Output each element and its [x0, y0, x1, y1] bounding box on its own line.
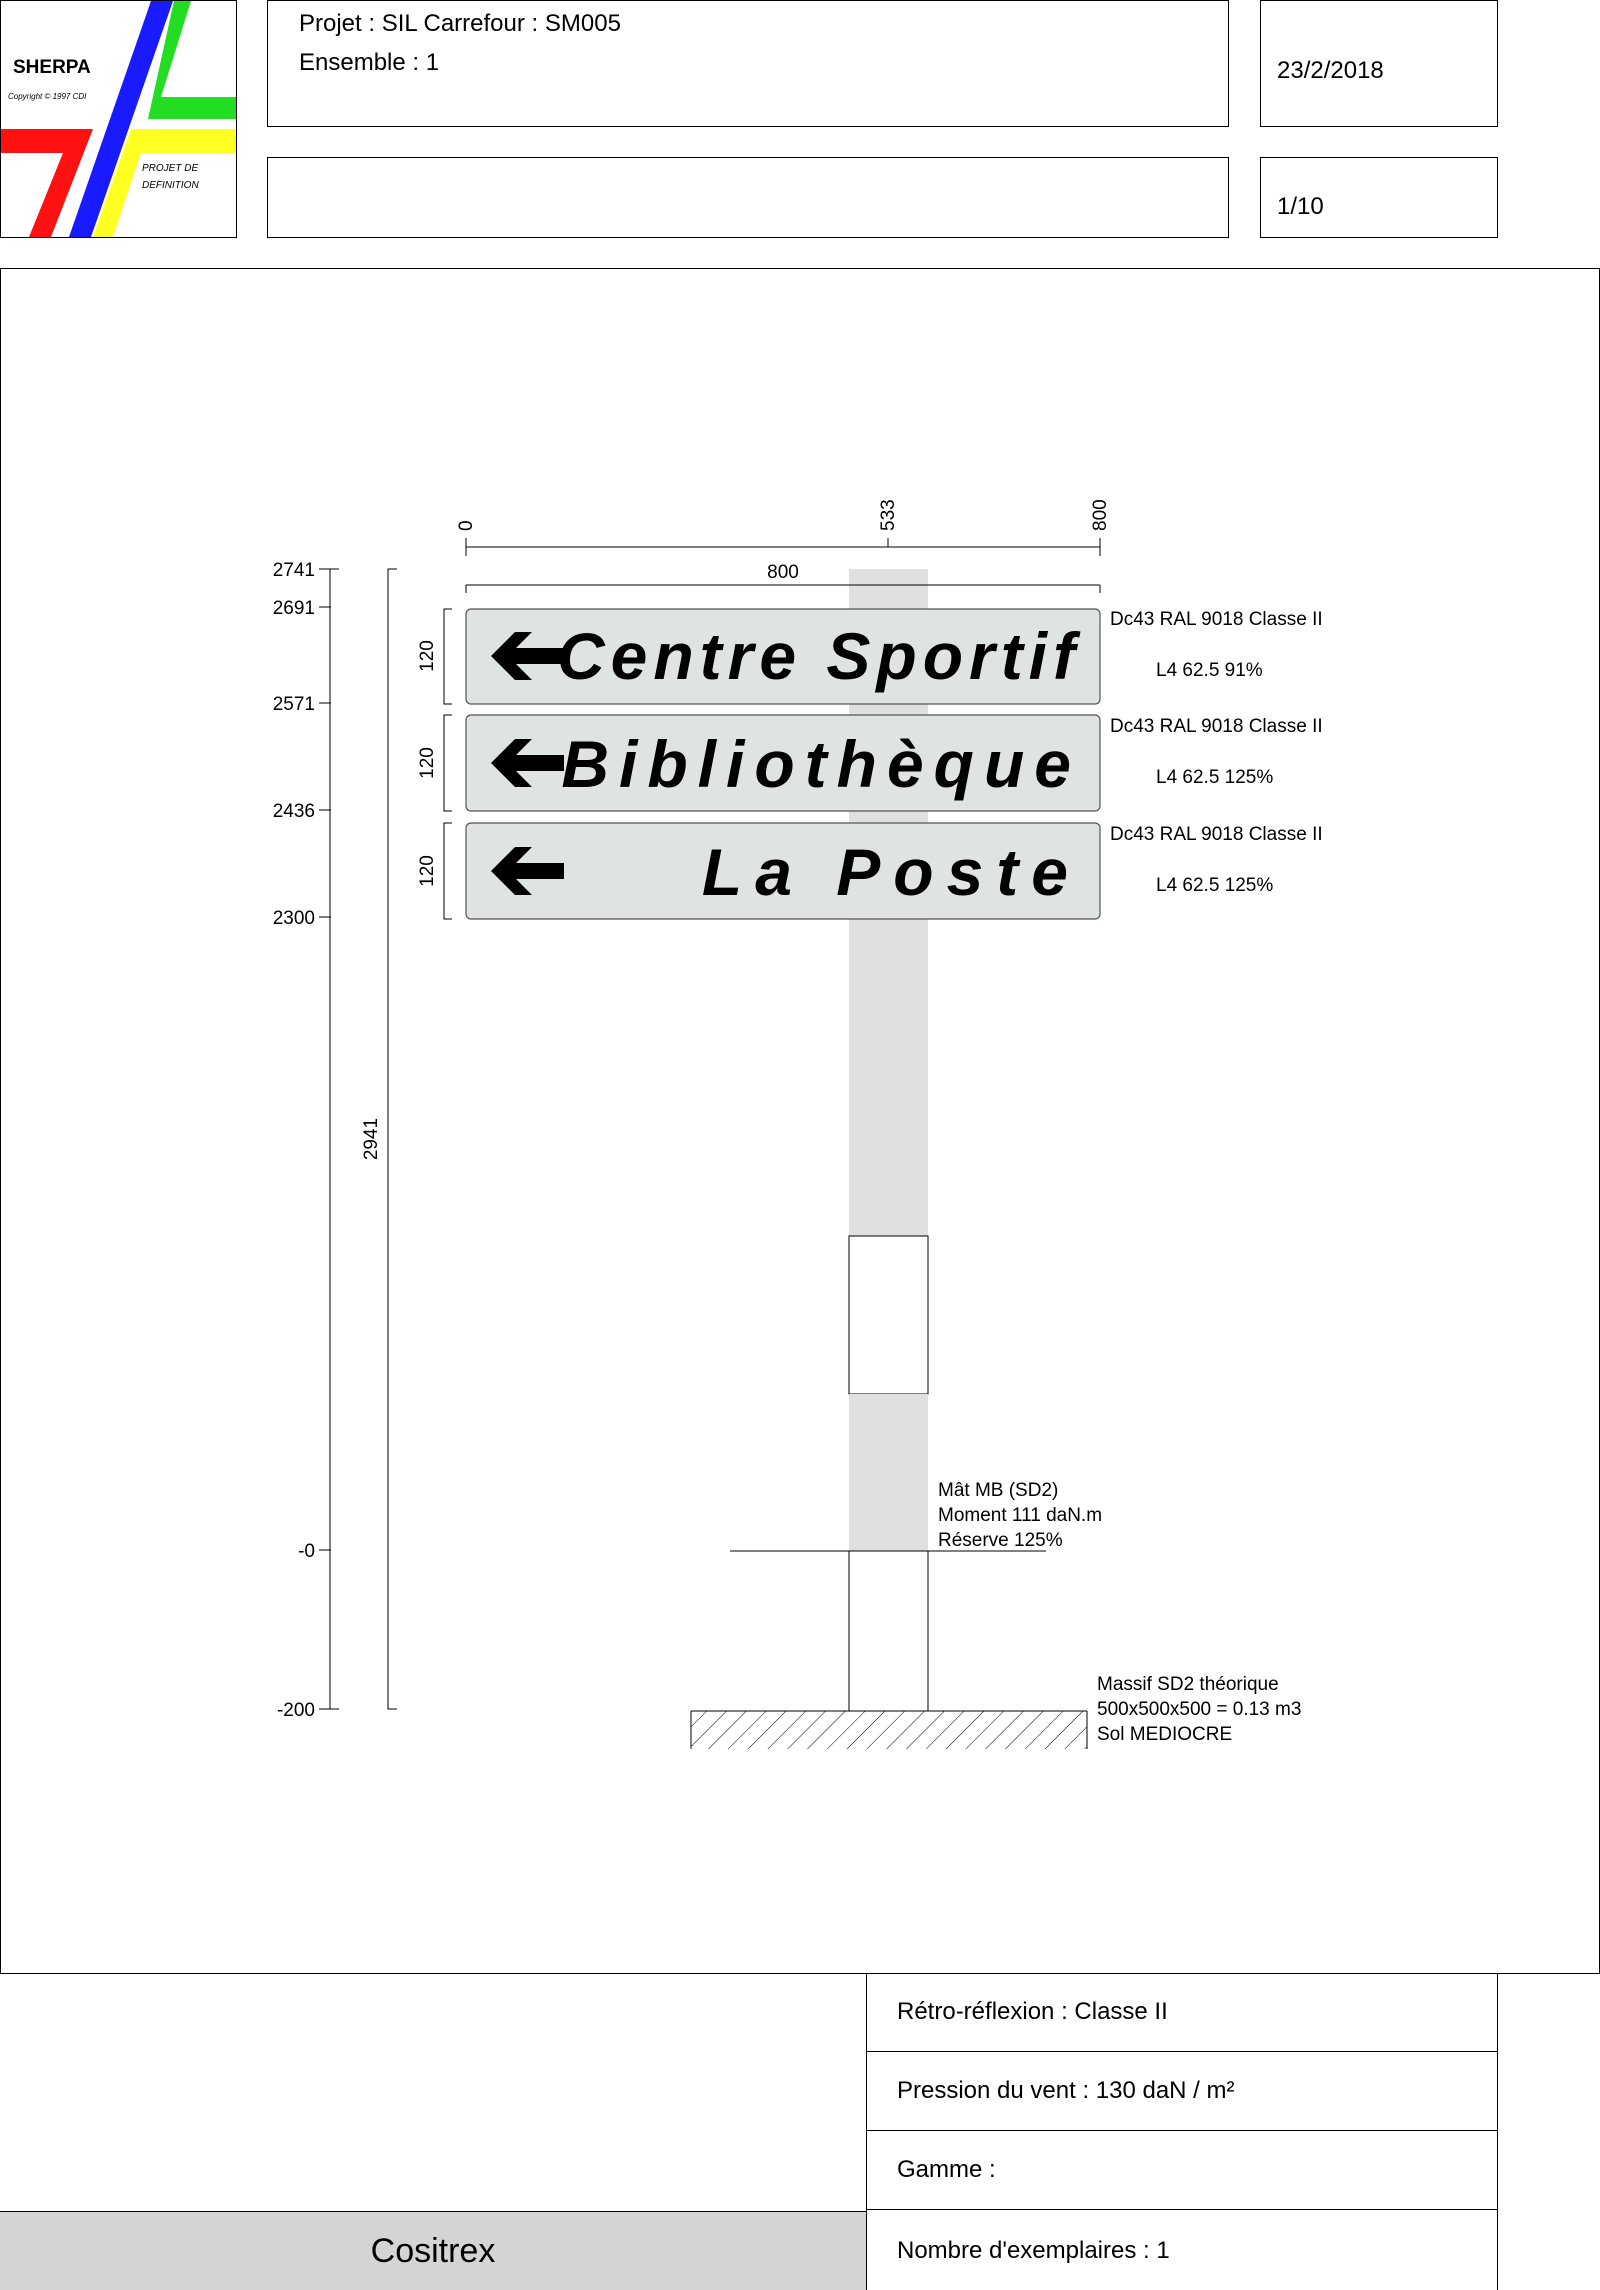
elevation-2300: 2300	[272, 908, 315, 929]
panel-3-text: La Poste	[701, 835, 1081, 909]
logo-brand: SHERPA	[13, 57, 91, 78]
elevation-2571: 2571	[272, 694, 315, 715]
project-title: Projet : SIL Carrefour : SM005	[299, 10, 621, 37]
range-row	[866, 2131, 1498, 2210]
mast-lower	[849, 1394, 928, 1551]
sign-elevation-drawing	[1, 269, 1599, 1973]
company-name: Cositrex	[370, 2231, 496, 2270]
mast-line1: Mât MB (SD2)	[938, 1480, 1059, 1501]
page-box	[1260, 157, 1498, 238]
foundation-hatch	[691, 1711, 1087, 1749]
mast-gap	[849, 1236, 928, 1394]
panel-2-height-label: 120	[417, 747, 438, 779]
width-total-label: 800	[767, 562, 799, 583]
panel-specs	[1110, 609, 1323, 896]
width-tick-800: 800	[1090, 499, 1111, 531]
page-number: 1/10	[1277, 193, 1324, 220]
logo-stage-line2: DEFINITION	[142, 180, 199, 191]
wind-row	[866, 2052, 1498, 2131]
panel-2-spec-line1: Dc43 RAL 9018 Classe II	[1110, 716, 1323, 737]
elevation-minus-200: -200	[276, 1700, 315, 1721]
width-tick-533: 533	[878, 499, 899, 531]
total-height-label: 2941	[361, 1117, 382, 1161]
logo-stage-line1: PROJET DE	[142, 163, 199, 174]
panel-height-dimensions	[444, 609, 452, 919]
project-box	[267, 0, 1229, 127]
panel-3	[466, 823, 1100, 919]
total-height-bracket	[388, 569, 397, 1709]
date-box	[1260, 0, 1498, 127]
sherpa-logo-stripes	[1, 1, 236, 237]
retro-row	[866, 1973, 1498, 2052]
elevation-2436: 2436	[272, 801, 315, 822]
logo-box	[0, 0, 237, 238]
mast-line2: Moment 111 daN.m	[938, 1505, 1103, 1526]
panel-1-text: Centre Sportif	[556, 619, 1081, 693]
copies-row	[866, 2211, 1498, 2290]
wind-pressure: Pression du vent : 130 daN / m²	[897, 2077, 1235, 2104]
notes-box	[267, 157, 1229, 238]
panel-2-text: Bibliothèque	[561, 727, 1081, 801]
panel-3-spec-line2: L4 62.5 125%	[1156, 875, 1274, 896]
elevation-0: -0	[298, 1541, 315, 1562]
panel-1	[466, 609, 1100, 704]
drawing-frame	[0, 268, 1600, 1974]
foundation-line2: 500x500x500 = 0.13 m3	[1097, 1699, 1302, 1720]
panel-3-height-label: 120	[417, 855, 438, 887]
elevation-axis	[319, 569, 339, 1709]
elevation-2691: 2691	[272, 598, 315, 619]
elevation-2741: 2741	[272, 560, 315, 581]
date-value: 23/2/2018	[1277, 57, 1384, 84]
ensemble-label: Ensemble : 1	[299, 49, 440, 76]
panel-3-spec-line1: Dc43 RAL 9018 Classe II	[1110, 824, 1323, 845]
mast-embedded	[849, 1551, 928, 1711]
width-tick-0: 0	[456, 520, 477, 531]
company-box	[0, 2211, 867, 2290]
mast-line3: Réserve 125%	[938, 1530, 1063, 1551]
foundation-line3: Sol MEDIOCRE	[1097, 1724, 1233, 1745]
retro-reflexion: Rétro-réflexion : Classe II	[897, 1998, 1168, 2025]
foundation-line1: Massif SD2 théorique	[1097, 1674, 1279, 1695]
panel-2-spec-line2: L4 62.5 125%	[1156, 767, 1274, 788]
panel-1-height-label: 120	[417, 640, 438, 672]
panel-2	[466, 715, 1100, 811]
panel-1-spec-line2: L4 62.5 91%	[1156, 660, 1263, 681]
panel-1-spec-line1: Dc43 RAL 9018 Classe II	[1110, 609, 1323, 630]
copies-count: Nombre d'exemplaires : 1	[897, 2236, 1170, 2264]
range-label: Gamme :	[897, 2156, 996, 2183]
logo-copyright: Copyright © 1997 CDI	[8, 92, 87, 101]
